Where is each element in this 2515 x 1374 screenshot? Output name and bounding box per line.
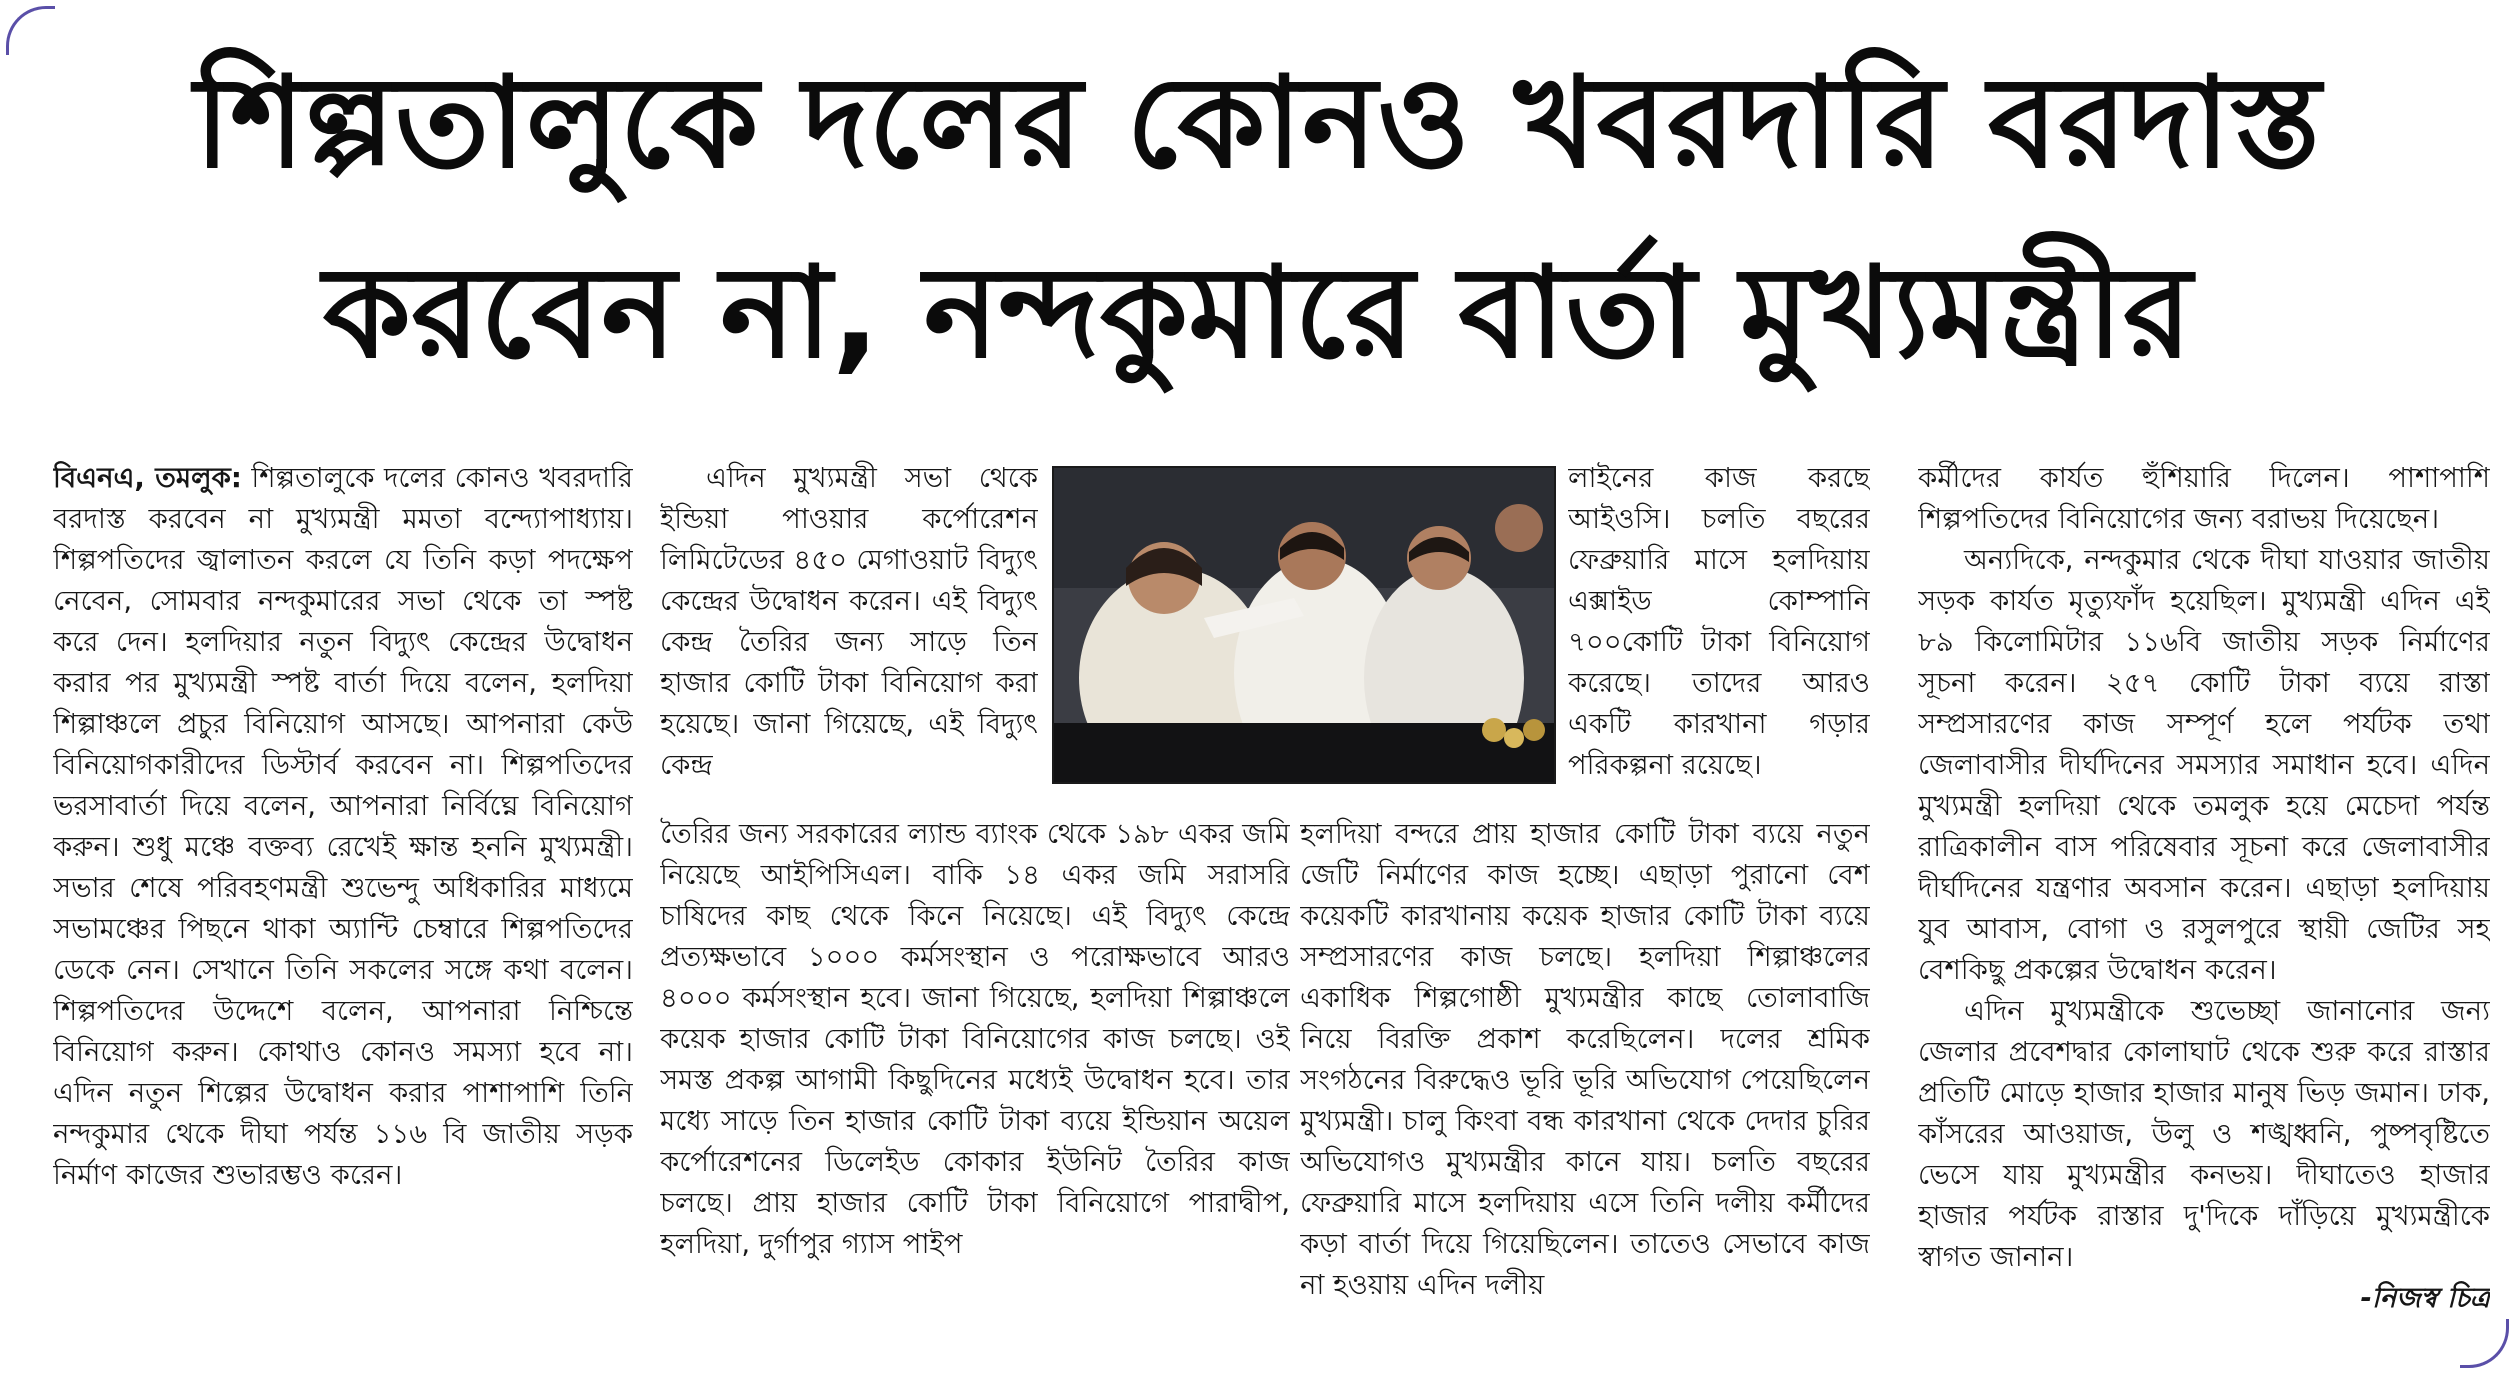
article-column-4	[1918, 458, 2490, 1348]
article-column-2-bottom	[660, 814, 1290, 1348]
column-2-top-paragraph: এদিন মুখ্যমন্ত্রী সভা থেকে ইন্ডিয়া পাওয়ার কর্পোরেশন লিমিটেডের ৪৫০ মেগাওয়াট বিদ্যুৎ কেন্দ্রের উদ্বোধন করেন। এই বিদ্যুৎ কেন্দ্র তৈরির জন্য সাড়ে তিন হাজার কোটি টাকা বিনিয়োগ করা হয়েছে। জানা গিয়েছে, এই বিদ্যুৎ কেন্দ্র	[660, 462, 1038, 781]
column-4-paragraph-1: কর্মীদের কার্যত হুঁশিয়ারি দিলেন। পাশাপাশি শিল্পপতিদের বিনিয়োগের জন্য বরাভয় দিয়েছেন।	[1918, 462, 2490, 535]
byline: -নিজস্ব চিত্র	[2360, 1282, 2490, 1314]
column-2-bottom-paragraph: তৈরির জন্য সরকারের ল্যান্ড ব্যাংক থেকে ১৯৮ একর জমি নিয়েছে আইপিসিএল। বাকি ১৪ একর জমি সরাসরি চাষিদের কাছ থেকে কিনে নিয়েছে। এই বিদ্যুৎ কেন্দ্রে প্রত্যক্ষভাবে ১০০০ কর্মসংস্থান ও পরোক্ষভাবে আরও ৪০০০ কর্মসংস্থান হবে। জানা গিয়েছে, হলদিয়া শিল্পাঞ্চলে কয়েক হাজার কোটি টাকা বিনিয়োগের কাজ চলছে। ওই সমস্ত প্রকল্প আগামী কিছুদিনের মধ্যেই উদ্বোধন হবে। তার মধ্যে সাড়ে তিন হাজার কোটি টাকা ব্যয়ে ইন্ডিয়ান অয়েল কর্পোরেশনের ডিলেইড কোকার ইউনিট তৈরির কাজ চলছে। প্রায় হাজার কোটি টাকা বিনিয়োগে পারাদ্বীপ, হলদিয়া, দুর্গাপুর গ্যাস পাইপ	[660, 818, 1290, 1260]
article-column-3-bottom	[1300, 814, 1870, 1348]
news-photo	[1052, 466, 1556, 784]
news-photo-icon	[1054, 468, 1554, 782]
column-1-paragraph: শিল্পতালুকে দলের কোনও খবরদারি বরদাস্ত করবেন না মুখ্যমন্ত্রী মমতা বন্দ্যোপাধ্যায়। শিল্পপতিদের জ্বালাতন করলে যে তিনি কড়া পদক্ষেপ নেবেন, সোমবার নন্দকুমারের সভা থেকে তা স্পষ্ট করে দেন। হলদিয়ার নতুন বিদ্যুৎ কেন্দ্রের উদ্বোধন করার পর মুখ্যমন্ত্রী স্পষ্ট বার্তা দিয়ে বলেন, হলদিয়া শিল্পাঞ্চলে প্রচুর বিনিয়োগ আসছে। আপনারা কেউ বিনিয়োগকারীদের ডিস্টার্ব করবেন না। শিল্পপতিদের ভরসাবার্তা দিয়ে বলেন, আপনারা নির্বিঘ্নে বিনিয়োগ করুন। শুধু মঞ্চে বক্তব্য রেখেই ক্ষান্ত হননি মুখ্যমন্ত্রী। সভার শেষে পরিবহণমন্ত্রী শুভেন্দু অধিকারির মাধ্যমে সভামঞ্চের পিছনে থাকা অ্যান্টি চেম্বারে শিল্পপতিদের ডেকে নেন। সেখানে তিনি সকলের সঙ্গে কথা বলেন। শিল্পপতিদের উদ্দেশে বলেন, আপনারা নিশ্চিন্তে বিনিয়োগ করুন। কোথাও কোনও সমস্যা হবে না। এদিন নতুন শিল্পের উদ্বোধন করার পাশাপাশি তিনি নন্দকুমার থেকে দীঘা পর্যন্ত ১১৬ বি জাতীয় সড়ক নির্মাণ কাজের শুভারম্ভও করেন।	[53, 462, 633, 1191]
headline	[30, 28, 2485, 428]
column-3-bottom-paragraph: হলদিয়া বন্দরে প্রায় হাজার কোটি টাকা ব্যয়ে নতুন জেটি নির্মাণের কাজ হচ্ছে। এছাড়া পুরানো বেশ কয়েকটি কারখানায় কয়েক হাজার কোটি টাকা ব্যয়ে সম্প্রসারণের কাজ চলছে। হলদিয়া শিল্পাঞ্চলের একাধিক শিল্পগোষ্ঠী মুখ্যমন্ত্রীর কাছে তোলাবাজি নিয়ে বিরক্তি প্রকাশ করেছিলেন। দলের শ্রমিক সংগঠনের বিরুদ্ধেও ভূরি ভূরি অভিযোগ পেয়েছিলেন মুখ্যমন্ত্রী। চালু কিংবা বন্ধ কারখানা থেকে দেদার চুরির অভিযোগও মুখ্যমন্ত্রীর কানে যায়। চলতি বছরের ফেব্রুয়ারি মাসে হলদিয়ায় এসে তিনি দলীয় কর্মীদের কড়া বার্তা দিয়ে গিয়েছিলেন। তাতেও সেভাবে কাজ না হওয়ায় এদিন দলীয়	[1300, 818, 1870, 1301]
headline-line-1: শিল্পতালুকে দলের কোনও খবরদারি বরদাস্ত	[194, 49, 2321, 196]
headline-line-2: করবেন না, নন্দকুমারে বার্তা মুখ্যমন্ত্রীর	[322, 239, 2193, 386]
column-4-paragraph-3: এদিন মুখ্যমন্ত্রীকে শুভেচ্ছা জানানোর জন্য জেলার প্রবেশদ্বার কোলাঘাট থেকে শুরু করে রাস্তার প্রতিটি মোড়ে হাজার হাজার মানুষ ভিড় জমান। ঢাক, কাঁসরের আওয়াজ, উলু ও শঙ্খধ্বনি, পুষ্পবৃষ্টিতে ভেসে যায় মুখ্যমন্ত্রীর কনভয়। দীঘাতেও হাজার হাজার পর্যটক রাস্তার দু'দিকে দাঁড়িয়ে মুখ্যমন্ত্রীকে স্বাগত জানান।	[1918, 995, 2490, 1273]
column-4-paragraph-2: অন্যদিকে, নন্দকুমার থেকে দীঘা যাওয়ার জাতীয় সড়ক কার্যত মৃত্যুফাঁদ হয়েছিল। মুখ্যমন্ত্রী এদিন এই ৮৯ কিলোমিটার ১১৬বি জাতীয় সড়ক নির্মাণের সূচনা করেন। ২৫৭ কোটি টাকা ব্যয়ে রাস্তা সম্প্রসারণের কাজ সম্পূর্ণ হলে পর্যটক তথা জেলাবাসীর দীর্ঘদিনের সমস্যার সমাধান হবে। এদিন মুখ্যমন্ত্রী হলদিয়া থেকে তমলুক হয়ে মেচেদা পর্যন্ত রাত্রিকালীন বাস পরিষেবার সূচনা করে জেলাবাসীর দীর্ঘদিনের যন্ত্রণার অবসান করেন। এছাড়া হলদিয়ায় যুব আবাস, বোগা ও রসুলপুরে স্থায়ী জেটির সহ বেশকিছু প্রকল্পের উদ্বোধন করেন।	[1918, 544, 2490, 986]
article-column-2-top	[660, 458, 1038, 814]
column-3-top-paragraph: লাইনের কাজ করছে আইওসি। চলতি বছরের ফেব্রুয়ারি মাসে হলদিয়ায় এক্সাইড কোম্পানি ৭০০কোটি টাকা বিনিয়োগ করেছে। তাদের আরও একটি কারখানা গড়ার পরিকল্পনা রয়েছে।	[1568, 462, 1870, 781]
dateline: বিএনএ, তমলুক:	[53, 462, 242, 494]
article-column-3-top	[1568, 458, 1870, 814]
article-column-1	[53, 458, 633, 1348]
